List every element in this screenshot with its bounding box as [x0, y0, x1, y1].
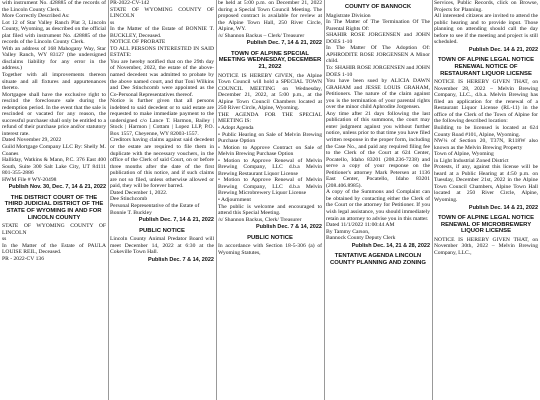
notice-paragraph: Protests, if any, against this license will be heard at a Public Hearing at 4:50 p.m. on Tuesday, December 21st, 2022 in the Alpine Town Council Chambers, Alpine Town Hall located at 250 River Circle, Alpine, Wyoming. [434, 164, 538, 203]
notice-paragraph: • Motion to Approve Contract on Sale of Melvin Brewing Purchase Option [218, 144, 322, 158]
notice-paragraph: With an address of 168 Mahogany Way, Star Valley Ranch, WY 83127 (the undersigned disclaims liability for any error in the address.) [2, 45, 106, 72]
notice-paragraph: ss [2, 236, 7, 243]
notice-paragraph: STATE OF WYOMING COUNTY OF LINCOLN [110, 6, 214, 20]
notice-paragraph: Dated December 1, 2022. [110, 189, 168, 196]
notice-paragraph: A copy of the Summons and Complaint can be obtained by contacting either the Clerk of the Court or the attorney for Petitioner. If you wish legal assistance, you should immediately retain an attorney to advise you in this matter. [326, 189, 430, 222]
notice-paragraph: • Motion to Approve Renewal of Melvin Brewing Company, LLC d.b.a Melvin Brewing Restaurant Liquor License [218, 157, 322, 177]
notice-paragraph: In accordance with Section 18-5-306 (a) of Wyoming Statutes, [218, 243, 322, 256]
notice-paragraph: • Adjournment [218, 197, 251, 203]
notice-heading: TENTATIVE AGENDA LINCOLN COUNTY PLANNING AND ZONING [330, 253, 426, 266]
notice-paragraph: • Motion to Approve Renewal of Melvin Brewing Company, LLC d.b.a Melvin Brewing Microbrewery Liquor License [218, 177, 322, 197]
column-rule [432, 0, 433, 400]
notice-paragraph: Personal Representative of the Estate of [110, 202, 200, 209]
notice-paragraph: STATE OF WYOMING COUNTY OF LINCOLN [2, 223, 106, 236]
notice-paragraph: Dee Stinchcomb [110, 196, 148, 203]
column-rule [216, 0, 217, 400]
notice-paragraph: NW¼ of Section 20, T37N, R118W also known as the Melvin Brewing Property [434, 138, 538, 151]
notice-paragraph: Guild Mortgage Company LLC By: Shelly M. Coanes [2, 144, 106, 157]
column-1 [2, 0, 106, 400]
notice-paragraph: ss [110, 19, 115, 26]
notice-heading: TOWN OF ALPINE LEGAL NOTICE RENEWAL NOTICE OF RESTAURANT LIQUOR LICENSE [437, 57, 535, 77]
notice-paragraph: be held at 5:00 p.m. on December 21, 2022 during a Special Town Council Meeting. The proposed contract is available for review at the Alpine Town Hall, 250 River Circle, Alpine, WY. [218, 0, 322, 33]
notice-paragraph: Together with all improvements thereon situate and all fixtures and appurtenances thereto. [2, 72, 106, 92]
notice-paragraph: NOTICE IS HEREBY GIVEN, the Alpine Town Council will hold a SPECIAL TOWN COUNCIL MEETING on Wednesday, December 21, 2022, at 5:00 p.m., at the Alpine Town Council Chambers located at 250 River Circle, Alpine, Wyoming. [218, 72, 322, 112]
notice-paragraph: Bannock County Deputy Clerk [326, 235, 396, 242]
notice-heading: TOWN OF ALPINE SPECIAL MEETING WEDNESDAY, DECEMBER 21, 2022 [218, 50, 322, 71]
notice-paragraph: Any time after 21 days following the last publication of this summons, the court may enter judgment against you without further notice, unless prior to that time you have filed written response in the proper form, including the Case No., and paid any required filing fee to the Clerk of the Court at 624 Center, Pocatello, Idaho 83201 (208.236-7238) and serve a copy of your response on the Petitioner's attorney Mark Petersen at 1136 East Center, Pocatello, Idaho 83201 (208.406.8985). [326, 110, 430, 189]
notice-paragraph: In the Matter of the Estate of PAULA LOUISE REIL, Deceased. [2, 242, 106, 256]
notice-paragraph: PR - 2022-CV 136 [2, 255, 45, 262]
notice-paragraph: By Tammy Carson, [326, 228, 370, 235]
notice-paragraph: In The Matter Of The Adoption Of: APHRODITE ROSE JORGENSEN A Minor child. [326, 45, 430, 65]
publish-dates: Publish Dec. 14, 21 & 28, 2022 [351, 242, 430, 249]
notice-paragraph: Lot 12 of Star Valley Ranch Plat 3, Lincoln County, Wyoming, as described on the official plat filed with instrument No. 428885 of the records of the Lincoln County Clerk. [2, 19, 106, 46]
notice-heading: COUNTY OF BANNOCK [344, 4, 412, 10]
notice-paragraph: Mortgagee shall have the exclusive right to rescind the foreclosure sale during the redemption period. In the event that the sale is rescinded or vacated for any reason, the successful purchaser shall only be entitled to a refund of their purchase price and/or statutory interest rate. [2, 91, 106, 137]
notice-paragraph: in Light Industrial Zoned District [434, 157, 509, 164]
notice-paragraph: Town of Alpine, Wyoming [434, 151, 494, 158]
notice-paragraph: More Correctly Described As: [2, 13, 70, 20]
publish-dates: Publish Nov. 30, Dec. 7, 14 & 21, 2022 [8, 184, 106, 191]
notice-paragraph: NOTICE IS HEREBY GIVEN THAT, on November 28, 2022 – Melvin Brewing Company, LLC., d.b.a. Melvin Brewing has filed an application for the renewal of a Restaurant Liquor License (RL-11) in the office of the Clerk of the Town of Alpine for the following described location: [434, 79, 538, 125]
notice-paragraph: NOTICE OF PROBATE [110, 39, 166, 46]
notice-paragraph: Bonnie T. Buckley [110, 209, 152, 216]
notice-paragraph: In the Matter of the Estate of BONNIE T. BUCKLEY, Deceased. [110, 26, 214, 39]
column-5 [434, 0, 538, 400]
notice-paragraph: To: SHAHIR ROSE JORGENSEN and JOHN DOES 1-10 [326, 64, 430, 78]
notice-paragraph: Dated November 29, 2022 [2, 137, 62, 144]
notice-paragraph: HWM File # WY-20498 [2, 176, 57, 183]
notice-paragraph: The public is welcome and encouraged to attend this Special Meeting. [218, 203, 322, 217]
notice-paragraph: TO ALL PERSONS INTERESTED IN SAID ESTATE: [110, 45, 214, 59]
notice-paragraph: Halliday, Watkins & Mann, P.C. 376 East 400 South, Suite 300 Salt Lake City, UT 84111 801-355-2886 [2, 157, 106, 177]
notice-paragraph: /s/ Shannon Backus, Clerk/ Treasurer [218, 216, 302, 223]
notice-paragraph: with instrument No. 428885 of the records of the Lincoln County Clerk. [2, 0, 106, 13]
notice-paragraph: • Public Hearing on Sale of Melvin Brewing Purchase Option [218, 131, 322, 145]
notice-paragraph: All interested citizens are invited to attend the public hearing and to provide input. Those planning on attending should call the day before to see if the meeting and project is still scheduled. [434, 13, 538, 46]
notice-paragraph: Building to be licensed is located at 624 County Road #101, Alpine, Wyoming. [434, 124, 538, 138]
notice-paragraph: • Adopt Agenda [218, 124, 254, 131]
column-rule [324, 0, 325, 400]
publish-dates: Publish Dec. 7 & 14, 2022 [147, 256, 214, 263]
notice-heading: TOWN OF ALPINE LEGAL NOTICE RENEWAL OF MICROBREWERY LIQUOR LICENSE [437, 215, 535, 235]
notice-paragraph: Dated 11/1/2022 11:00:44 AM [326, 222, 395, 229]
notice-paragraph: NOTICE IS HEREBY GIVEN THAT, on November 30th, 2022 – Melvin Brewing Company, LLC., [434, 236, 538, 256]
publish-dates: Publish Dec. 14 & 21, 2022 [468, 204, 538, 211]
column-4 [326, 0, 430, 400]
publish-dates: Publish Dec. 14 & 21, 2022 [468, 46, 538, 53]
notice-paragraph: In The Matter of The Termination Of The Parental Rights Of: [326, 19, 430, 32]
notice-paragraph: THE AGENDA FOR THE SPECIAL MEETING IS: [218, 111, 322, 125]
notice-heading: THE DISTRICT COURT OF THE THIRD JUDICIAL DISTRICT OF THE STATE OF WYOMING IN AND FOR LINCOLN COUNTY [4, 194, 104, 221]
notice-paragraph: /s/ Shannon Backus – Clerk/ Treasurer [218, 32, 305, 39]
publish-dates: Publish Dec. 7 & 14, 2022 [255, 224, 322, 231]
publish-dates: Publish Dec. 7, 14 & 21, 2022 [138, 217, 214, 224]
notice-paragraph: PR-2022-CV-142 [110, 0, 150, 6]
notice-heading: PUBLIC NOTICE [139, 227, 185, 234]
notice-paragraph: Lincoln County Animal Predator Board will meet December 14, 2022 at 6:30 at the Cokeville Town Hall. [110, 236, 214, 256]
notice-paragraph: Magistrate Division [326, 12, 371, 19]
notice-paragraph: SHAHIR ROSE JORGENSEN and JOHN DOES 1-10 [326, 32, 430, 45]
column-rule [108, 0, 109, 400]
column-3 [218, 0, 322, 400]
notice-paragraph: You have been sued by ALICIA DAWN GRAHAM and JESSE LOUIS GRAHAM, Petitioners. The nature of the claim against you is the termination of your parental rights over the minor child Aphrodite Jorgensen. [326, 78, 430, 111]
notice-paragraph: Notice is further given that all persons indebted to said decedent or to said estate are requested to make immediate payment to the undersigned c/o Lance T. Harmon, Bailey | Stock | Harmon | Cottam | Lopez LLP, P.O. Box 1557, Cheyenne, WY 82003-1557. [110, 98, 214, 137]
notice-heading: PUBLIC NOTICE [247, 234, 293, 241]
notice-paragraph: Services, Public Records, click on Browse, Projects for Planning. [434, 0, 538, 13]
notice-paragraph: Creditors having claims against said decedent or the estate are required to file them in duplicate with the necessary vouchers, in the office of the Clerk of said Court, on or before three months after the date of the first publication of this notice, and if such claims are not so filed, unless otherwise allowed or paid, they will be forever barred. [110, 137, 214, 190]
column-2 [110, 0, 214, 400]
publish-dates: Publish Dec. 7, 14 & 21, 2022 [246, 40, 322, 47]
notice-paragraph: You are hereby notified that on the 29th day of November, 2022, the estate of the above-named decedent was admitted to probate by the above named court, and that Toni Wilkins and Dee Stinchcomb were appointed as the Co-Personal Representatives thereof. [110, 58, 214, 98]
